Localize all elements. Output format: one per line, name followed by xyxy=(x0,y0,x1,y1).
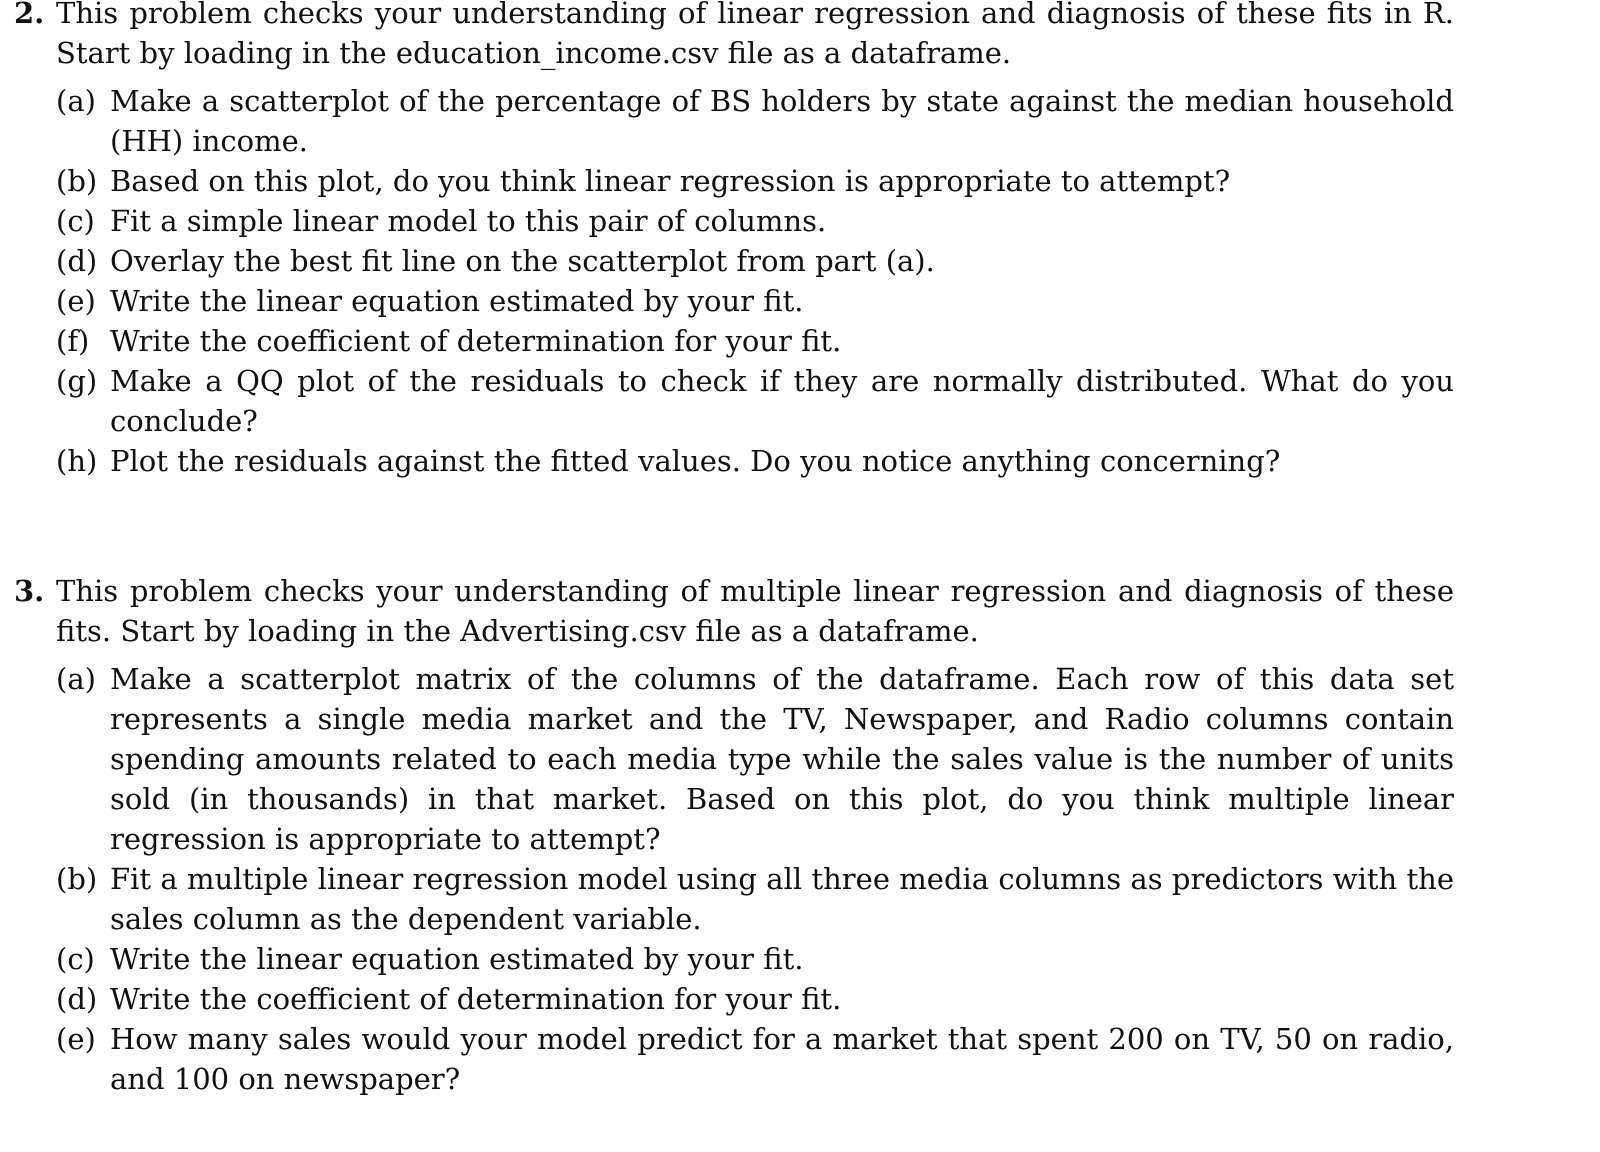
part-label: (a) xyxy=(56,84,96,118)
part-text: Plot the residuals against the fitted values. Do you notice anything concerning? xyxy=(110,444,1281,478)
part-label: (b) xyxy=(56,862,98,896)
part-label: (f) xyxy=(56,324,90,358)
part-text: Write the linear equation estimated by your fit. xyxy=(110,284,804,318)
problem-part xyxy=(14,321,1454,361)
problem-part xyxy=(14,659,1454,859)
part-text: Write the coefficient of determination for your fit. xyxy=(110,324,842,358)
part-label: (a) xyxy=(56,662,96,696)
part-text: Make a scatterplot of the percentage of BS holders by state against the median household (HH) income. xyxy=(110,84,1454,158)
part-label: (h) xyxy=(56,444,98,478)
problem-intro-text: This problem checks your understanding of multiple linear regression and diagnosis of these fits. Start by loading in the Advertising.csv file as a dataframe. xyxy=(56,574,1454,648)
part-label: (d) xyxy=(56,982,98,1016)
part-label: (c) xyxy=(56,942,95,976)
part-text: Overlay the best fit line on the scatterplot from part (a). xyxy=(110,244,935,278)
problem-part xyxy=(14,441,1454,481)
problem-parts xyxy=(14,81,1454,481)
problem-part xyxy=(14,201,1454,241)
problem-part xyxy=(14,241,1454,281)
part-text: Fit a simple linear model to this pair of columns. xyxy=(110,204,827,238)
part-label: (c) xyxy=(56,204,95,238)
part-text: Make a scatterplot matrix of the columns of the dataframe. Each row of this data set represents a single media market and the TV, Newspaper, and Radio columns contain spending amounts related to each media type while the sales value is the number of units sold (in thousands) in that market. Based on this plot, do you think multiple linear regression is appropriate to attempt? xyxy=(110,662,1454,856)
problem-3 xyxy=(14,571,1454,1099)
part-text: Write the coefficient of determination for your fit. xyxy=(110,982,842,1016)
part-text: How many sales would your model predict for a market that spent 200 on TV, 50 on radio, and 100 on newspaper? xyxy=(110,1022,1454,1096)
problem-intro xyxy=(14,571,1454,651)
problem-part xyxy=(14,859,1454,939)
problem-intro-text: This problem checks your understanding of linear regression and diagnosis of these fits in R. Start by loading in the education_income.csv file as a dataframe. xyxy=(56,0,1454,70)
part-label: (d) xyxy=(56,244,98,278)
part-label: (e) xyxy=(56,284,96,318)
part-label: (g) xyxy=(56,364,98,398)
part-label: (e) xyxy=(56,1022,96,1056)
problem-part xyxy=(14,979,1454,1019)
part-label: (b) xyxy=(56,164,98,198)
problem-2 xyxy=(14,0,1454,481)
part-text: Based on this plot, do you think linear regression is appropriate to attempt? xyxy=(110,164,1231,198)
problem-part xyxy=(14,1019,1454,1099)
problem-intro xyxy=(14,0,1454,73)
problem-part xyxy=(14,281,1454,321)
part-text: Write the linear equation estimated by your fit. xyxy=(110,942,804,976)
problem-part xyxy=(14,939,1454,979)
problem-number: 3. xyxy=(14,574,45,608)
problem-part xyxy=(14,361,1454,441)
part-text: Make a QQ plot of the residuals to check if they are normally distributed. What do you conclude? xyxy=(110,364,1454,438)
problem-part xyxy=(14,81,1454,161)
part-text: Fit a multiple linear regression model using all three media columns as predictors with the sales column as the dependent variable. xyxy=(110,862,1454,936)
problem-number: 2. xyxy=(14,0,45,30)
problem-parts xyxy=(14,659,1454,1099)
problem-part xyxy=(14,161,1454,201)
